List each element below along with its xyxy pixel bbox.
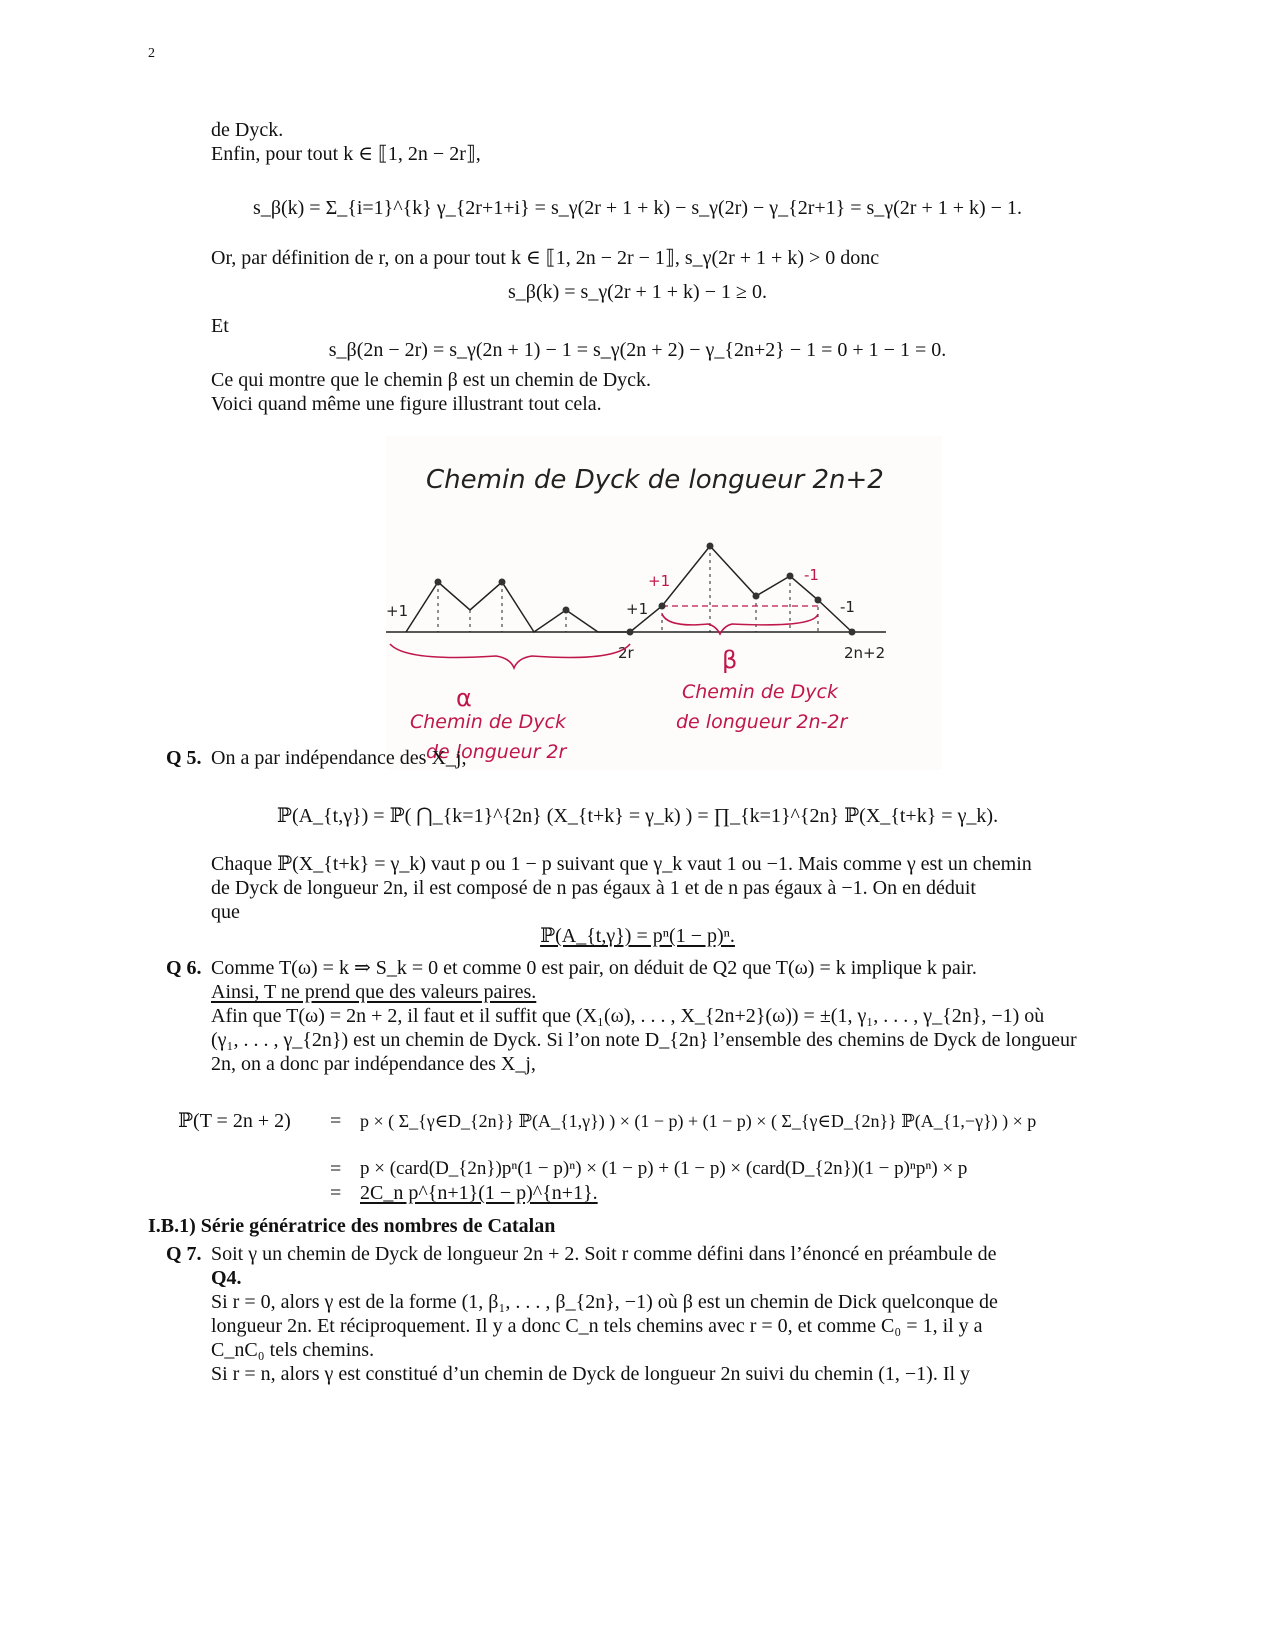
label-plus1-a: +1 <box>386 602 409 620</box>
question-label: Q 7. <box>166 1243 202 1265</box>
alpha-caption-2: de longueur 2r <box>426 741 567 763</box>
text-line: Et <box>211 315 229 337</box>
text-line: Comme T(ω) = k ⇒ S_k = 0 et comme 0 est pair, on déduit de Q2 que T(ω) = k implique k pair. <box>211 957 977 979</box>
text-line: Or, par définition de r, on a pour tout k ∈ ⟦1, 2n − 2r − 1⟧, s_γ(2r + 1 + k) > 0 donc <box>211 247 880 269</box>
eq-rhs-2: p × (card(D_{2n})pⁿ(1 − p)ⁿ) × (1 − p) + (1 − p) × (card(D_{2n})(1 − p)ⁿpⁿ) × p <box>360 1158 968 1179</box>
text-line: 2n, on a donc par indépendance des X_j, <box>211 1053 536 1075</box>
section-title: I.B.1) Série génératrice des nombres de Catalan <box>148 1215 556 1237</box>
text-line: Ce qui montre que le chemin β est un chemin de Dyck. <box>211 369 652 391</box>
text-line: Chaque ℙ(X_{t+k} = γ_k) vaut p ou 1 − p suivant que γ_k vaut 1 ou −1. Mais comme γ est un chemin <box>211 853 1032 875</box>
beta-caption-2: de longueur 2n-2r <box>676 711 848 733</box>
text-line: Q4. <box>211 1267 242 1289</box>
text-line: Ainsi, T ne prend que des valeurs paires. <box>211 981 537 1003</box>
label-2r: 2r <box>618 644 634 662</box>
text-line: Enfin, pour tout k ∈ ⟦1, 2n − 2r⟧, <box>211 143 481 165</box>
text-line: de Dyck de longueur 2n, il est composé de n pas égaux à 1 et de n pas égaux à −1. On en déduit <box>211 877 976 899</box>
label-minus1-a: -1 <box>804 566 819 584</box>
eq-rhs-1: p × ( Σ_{γ∈D_{2n}} ℙ(A_{1,γ}) ) × (1 − p) + (1 − p) × ( Σ_{γ∈D_{2n}} ℙ(A_{1,−γ}) ) × p <box>360 1111 1037 1131</box>
equation: s_β(k) = Σ_{i=1}^{k} γ_{2r+1+i} = s_γ(2r + 1 + k) − s_γ(2r) − γ_{2r+1} = s_γ(2r + 1 + k) − 1. <box>253 197 1022 219</box>
text-line: Soit γ un chemin de Dyck de longueur 2n + 2. Soit r comme défini dans l’énoncé en préambule de <box>211 1243 997 1265</box>
alpha-path <box>406 582 630 632</box>
eq-sign: = <box>330 1182 342 1204</box>
label-minus1-b: -1 <box>840 598 855 616</box>
text-line: de Dyck. <box>211 119 284 141</box>
text-line: longueur 2n. Et réciproquement. Il y a donc C_n tels chemins avec r = 0, et comme C₀ = 1, il y a <box>211 1315 983 1337</box>
beta-symbol: β <box>722 646 738 674</box>
alpha-caption-1: Chemin de Dyck <box>410 711 566 733</box>
text-line: Si r = 0, alors γ est de la forme (1, β₁, . . . , β_{2n}, −1) où β est un chemin de Dick quelconque de <box>211 1291 998 1313</box>
eq-lhs: ℙ(T = 2n + 2) <box>178 1110 291 1132</box>
dyck-path-drawing <box>386 436 942 770</box>
label-plus1-c: +1 <box>648 572 671 590</box>
alpha-brace <box>390 644 630 668</box>
label-2n-plus-2: 2n+2 <box>844 644 886 662</box>
beta-brace <box>662 614 818 634</box>
text-line: Si r = n, alors γ est constitué d’un chemin de Dyck de longueur 2n suivi du chemin (1, −1). Il y <box>211 1363 971 1385</box>
question-label: Q 5. <box>166 747 202 769</box>
label-plus1-b: +1 <box>626 600 649 618</box>
page-number: 2 <box>148 46 155 61</box>
figure-title: Chemin de Dyck de longueur 2n+2 <box>426 465 884 495</box>
question-label: Q 6. <box>166 957 202 979</box>
equation-result: ℙ(A_{t,γ}) = pⁿ(1 − p)ⁿ. <box>540 925 735 947</box>
text-line: que <box>211 901 240 923</box>
alpha-symbol: α <box>456 684 472 712</box>
text-line: Afin que T(ω) = 2n + 2, il faut et il suffit que (X₁(ω), . . . , X_{2n+2}(ω)) = ±(1, γ₁, . . . , γ_{2n}, −1) où <box>211 1005 1045 1027</box>
equation: s_β(2n − 2r) = s_γ(2n + 1) − 1 = s_γ(2n + 2) − γ_{2n+2} − 1 = 0 + 1 − 1 = 0. <box>328 339 947 361</box>
text-line: (γ₁, . . . , γ_{2n}) est un chemin de Dyck. Si l’on note D_{2n} l’ensemble des chemins de Dyck de longueur <box>211 1029 1077 1051</box>
text-line: C_nC₀ tels chemins. <box>211 1339 375 1361</box>
path-vertices <box>435 543 856 636</box>
text-line: On a par indépendance des X_j, <box>211 747 467 769</box>
equation: s_β(k) = s_γ(2r + 1 + k) − 1 ≥ 0. <box>508 281 767 303</box>
eq-sign: = <box>330 1110 342 1132</box>
eq-sign: = <box>330 1158 342 1180</box>
beta-caption-1: Chemin de Dyck <box>682 681 838 703</box>
dyck-path-figure <box>386 436 942 770</box>
text-line: Voici quand même une figure illustrant tout cela. <box>211 393 602 415</box>
equation: ℙ(A_{t,γ}) = ℙ( ⋂_{k=1}^{2n} (X_{t+k} = γ_k) ) = ∏_{k=1}^{2n} ℙ(X_{t+k} = γ_k). <box>276 805 999 827</box>
eq-rhs-3: 2C_n p^{n+1}(1 − p)^{n+1}. <box>360 1182 598 1204</box>
